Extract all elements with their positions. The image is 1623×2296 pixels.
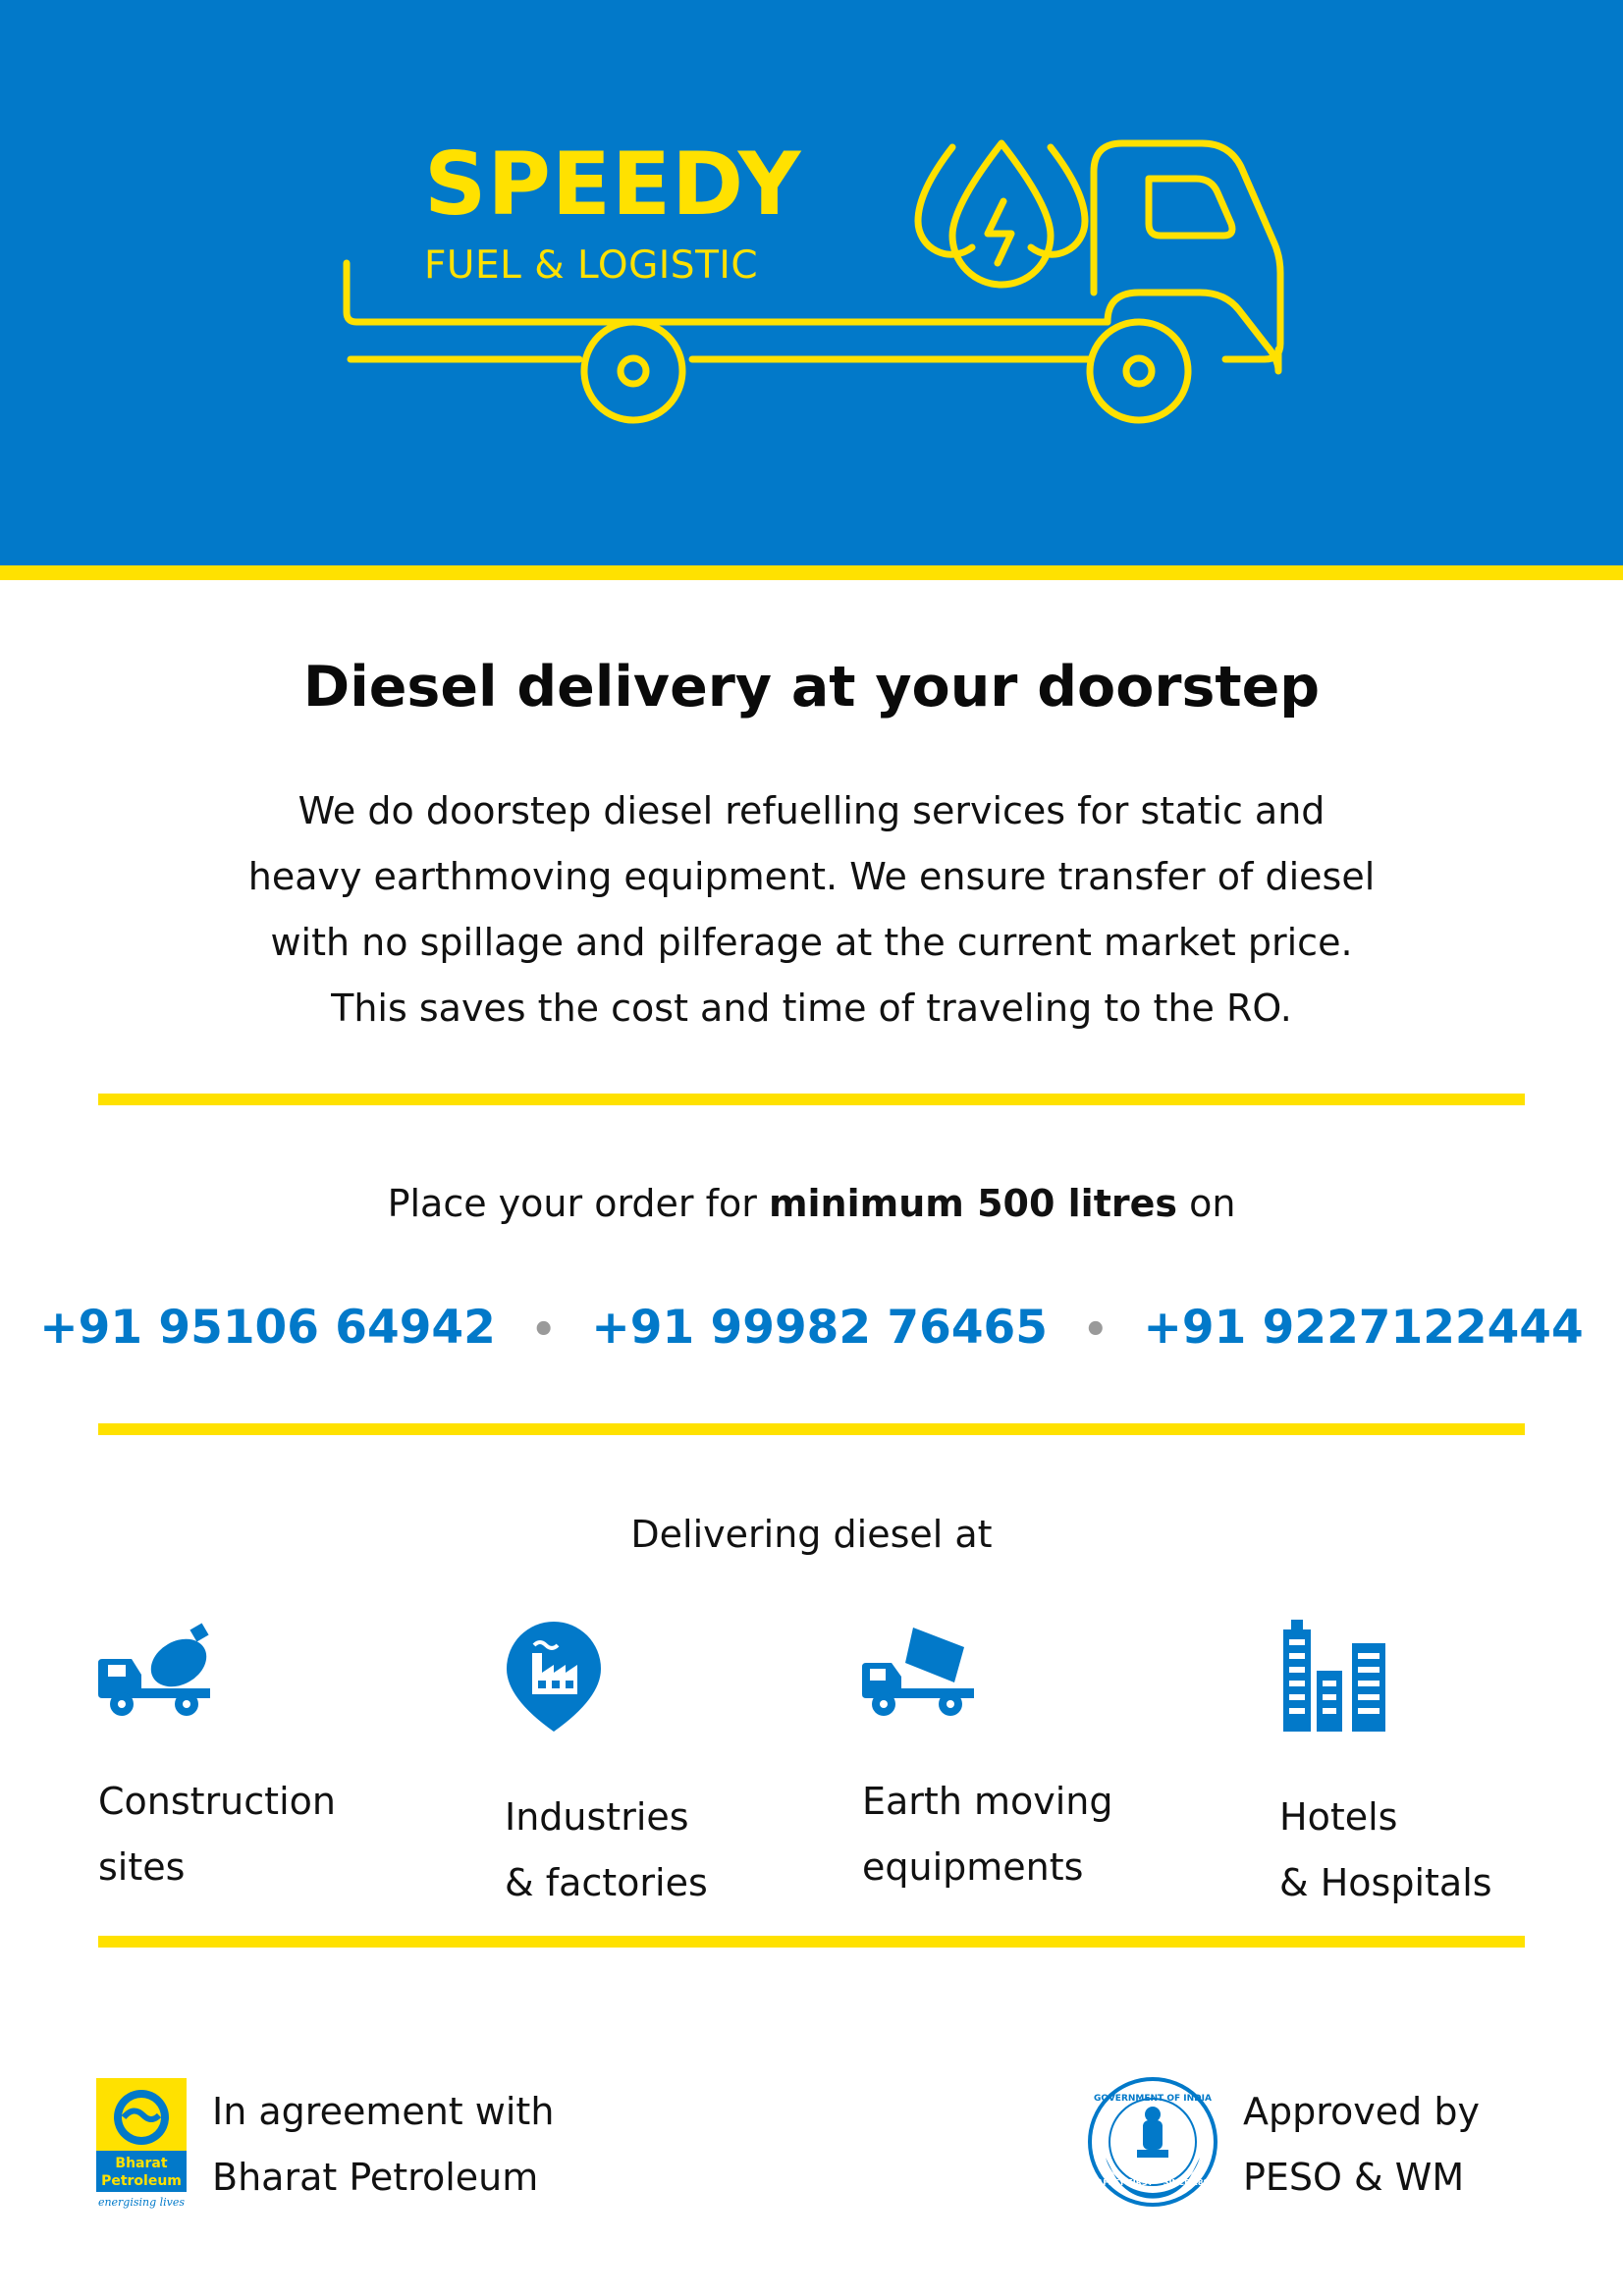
svg-text:GOVERNMENT OF INDIA: GOVERNMENT OF INDIA xyxy=(1094,2094,1212,2104)
svg-text:Petroleum: Petroleum xyxy=(101,2173,182,2189)
category-label: & Hospitals xyxy=(1279,1861,1492,1904)
phone-link[interactable]: +91 9227122444 xyxy=(1143,1301,1584,1355)
bharat-petroleum-logo xyxy=(96,2078,187,2210)
category-hotels xyxy=(1279,1620,1492,1916)
delivering-heading: Delivering diesel at xyxy=(630,1513,993,1556)
partner-line: Bharat Petroleum xyxy=(212,2156,539,2199)
divider-rule xyxy=(98,1094,1525,1105)
intro-line: This saves the cost and time of traveling to the RO. xyxy=(331,987,1292,1030)
category-label: Industries xyxy=(505,1795,689,1839)
category-construction xyxy=(98,1620,336,1900)
divider-rule xyxy=(98,1423,1525,1435)
category-label: sites xyxy=(98,1845,186,1889)
category-label: Hotels xyxy=(1279,1795,1398,1839)
brand-subtitle: FUEL & LOGISTIC xyxy=(424,243,759,288)
order-minimum: minimum 500 litres xyxy=(768,1182,1178,1225)
category-label: & factories xyxy=(505,1861,708,1904)
brand-title: SPEEDY xyxy=(424,133,802,235)
phone-numbers xyxy=(0,1294,1623,1364)
separator-dot: • xyxy=(530,1308,557,1353)
approval-line: Approved by xyxy=(1243,2090,1480,2133)
city-buildings-icon xyxy=(1279,1620,1389,1734)
partner-text xyxy=(212,2079,554,2211)
factory-pin-icon xyxy=(505,1620,603,1734)
category-earth-moving xyxy=(862,1620,1113,1900)
page-title: Diesel delivery at your doorstep xyxy=(302,655,1321,720)
category-industries xyxy=(505,1620,708,1916)
dump-truck-icon xyxy=(862,1620,976,1718)
order-suffix: on xyxy=(1177,1182,1236,1225)
svg-text:Bharat: Bharat xyxy=(115,2156,168,2171)
category-label: equipments xyxy=(862,1845,1084,1889)
phone-link[interactable]: +91 99982 76465 xyxy=(591,1301,1048,1355)
partner-line: In agreement with xyxy=(212,2090,555,2133)
concrete-mixer-truck-icon xyxy=(98,1620,212,1718)
category-label: Earth moving xyxy=(862,1780,1113,1823)
intro-paragraph xyxy=(118,778,1505,1041)
order-prefix: Place your order for xyxy=(387,1182,769,1225)
svg-text:energising lives: energising lives xyxy=(97,2196,186,2209)
peso-seal-icon xyxy=(1086,2075,1219,2209)
phone-link[interactable]: +91 95106 64942 xyxy=(39,1301,496,1355)
divider-rule xyxy=(98,1936,1525,1948)
intro-line: We do doorstep diesel refuelling services for static and xyxy=(298,789,1325,832)
separator-dot: • xyxy=(1082,1308,1109,1353)
category-label: Construction xyxy=(98,1780,336,1823)
order-instruction xyxy=(0,1174,1623,1233)
intro-line: heavy earthmoving equipment. We ensure transfer of diesel xyxy=(247,855,1376,898)
svg-text:SAFETY FIRST • SINCE 1898: SAFETY FIRST • SINCE 1898 xyxy=(1091,2178,1215,2187)
approval-line: PESO & WM xyxy=(1243,2156,1465,2199)
intro-line: with no spillage and pilferage at the current market price. xyxy=(270,921,1353,964)
approval-text xyxy=(1243,2079,1480,2211)
